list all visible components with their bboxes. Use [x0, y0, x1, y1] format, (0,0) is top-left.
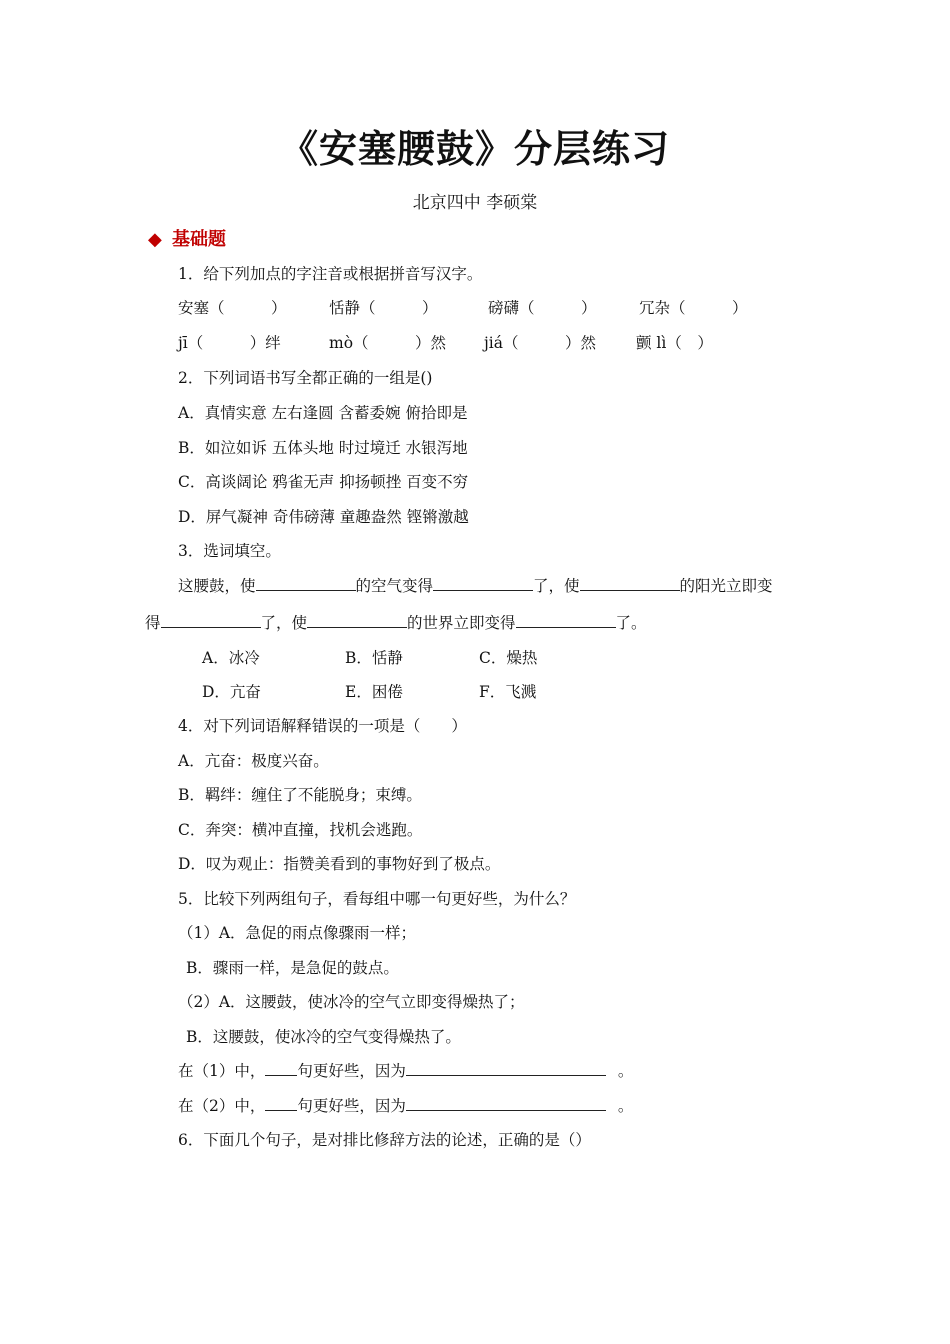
q1-item-3: 磅礴（ ） — [488, 299, 597, 317]
q5-group1-a: （1）A．急促的雨点像骤雨一样； — [178, 924, 417, 942]
page-title: 《安塞腰鼓》分层练习 — [279, 127, 670, 171]
q3-text: 了，使 — [533, 577, 580, 595]
q4-option-a: A．亢奋：极度兴奋。 — [178, 752, 329, 770]
q5-answer-prefix: 在（2）中， — [178, 1097, 266, 1115]
q3-choice-a: A．冰冷 — [202, 649, 260, 667]
q2-option-a: A．真情实意 左右逢圆 含蓄委婉 俯拾即是 — [178, 404, 468, 422]
q5-answer-end: 。 — [617, 1097, 634, 1115]
q1-stem: 1．给下列加点的字注音或根据拼音写汉字。 — [178, 265, 483, 283]
q3-fill-line-1 — [178, 574, 773, 596]
q5-answer-mid: 句更好些，因为 — [297, 1062, 406, 1080]
q5-answer-1 — [178, 1059, 633, 1081]
q3-text: 得 — [145, 614, 161, 632]
q3-fill-line-2 — [145, 611, 647, 633]
q3-text: 的世界立即变得 — [407, 614, 516, 632]
q5-answer-end: 。 — [617, 1062, 634, 1080]
q1-item-5: jī（ ）绊 — [178, 334, 281, 352]
q3-stem: 3．选词填空。 — [178, 542, 281, 560]
blank-4[interactable] — [161, 612, 261, 628]
q3-choice-c: C．燥热 — [479, 649, 538, 667]
q5-group2-a: （2）A．这腰鼓，使冰冷的空气立即变得燥热了； — [178, 993, 525, 1011]
q4-option-d: D．叹为观止：指赞美看到的事物好到了极点。 — [178, 855, 501, 873]
q2-option-b: B．如泣如诉 五体头地 时过境迁 水银泻地 — [178, 439, 468, 457]
q2-option-d: D．屏气凝神 奇伟磅薄 童趣盎然 铿锵激越 — [178, 508, 469, 526]
blank-reason-1[interactable] — [406, 1060, 606, 1076]
blank-6[interactable] — [516, 612, 616, 628]
q5-stem: 5．比较下列两组句子，看每组中哪一句更好些，为什么？ — [178, 890, 576, 908]
q1-item-6: mò（ ）然 — [329, 334, 447, 352]
q4-stem: 4．对下列词语解释错误的一项是（ ） — [178, 717, 467, 735]
q3-choice-b: B．恬静 — [345, 649, 403, 667]
q1-item-2: 恬静（ ） — [329, 299, 438, 317]
q2-option-c: C．高谈阔论 鸦雀无声 抑扬顿挫 百变不穷 — [178, 473, 469, 491]
blank-choice-2[interactable] — [265, 1095, 297, 1111]
author-line: 北京四中 李硕棠 — [412, 193, 538, 213]
q1-item-1: 安塞（ ） — [178, 299, 287, 317]
q3-choice-e: E．困倦 — [345, 683, 403, 701]
q3-text: 的阳光立即变 — [679, 577, 773, 595]
q4-option-c: C．奔突：横冲直撞，找机会逃跑。 — [178, 821, 423, 839]
q5-answer-prefix: 在（1）中， — [178, 1062, 266, 1080]
q5-group2-b: B．这腰鼓，使冰冷的空气变得燥热了。 — [186, 1028, 461, 1046]
q5-answer-mid: 句更好些，因为 — [297, 1097, 406, 1115]
q4-option-b: B．羁绊：缠住了不能脱身；束缚。 — [178, 786, 422, 804]
q3-text: 了。 — [615, 614, 647, 632]
q3-text: 了，使 — [260, 614, 308, 632]
q2-stem: 2．下列词语书写全都正确的一组是() — [178, 369, 433, 387]
diamond-bullet-icon: ◆ — [148, 229, 162, 250]
section-heading — [148, 225, 226, 251]
q3-choice-f: F．飞溅 — [479, 683, 537, 701]
q3-text: 这腰鼓，使 — [178, 577, 256, 595]
q1-item-4: 冗杂（ ） — [639, 299, 748, 317]
blank-reason-2[interactable] — [406, 1095, 606, 1111]
blank-2[interactable] — [433, 575, 533, 591]
blank-3[interactable] — [580, 575, 680, 591]
q5-group1-b: B．骤雨一样，是急促的鼓点。 — [186, 959, 399, 977]
blank-choice-1[interactable] — [265, 1060, 297, 1076]
blank-1[interactable] — [256, 575, 356, 591]
blank-5[interactable] — [307, 612, 407, 628]
q6-stem: 6．下面几个句子，是对排比修辞方法的论述，正确的是（） — [178, 1131, 591, 1149]
q3-text: 的空气变得 — [355, 577, 434, 595]
q3-choice-d: D．亢奋 — [202, 683, 261, 701]
q1-item-7: jiá（ ）然 — [484, 334, 597, 352]
q5-answer-2 — [178, 1094, 633, 1116]
q1-item-8: 颤 lì（ ） — [636, 334, 713, 352]
section-label: 基础题 — [172, 229, 226, 250]
